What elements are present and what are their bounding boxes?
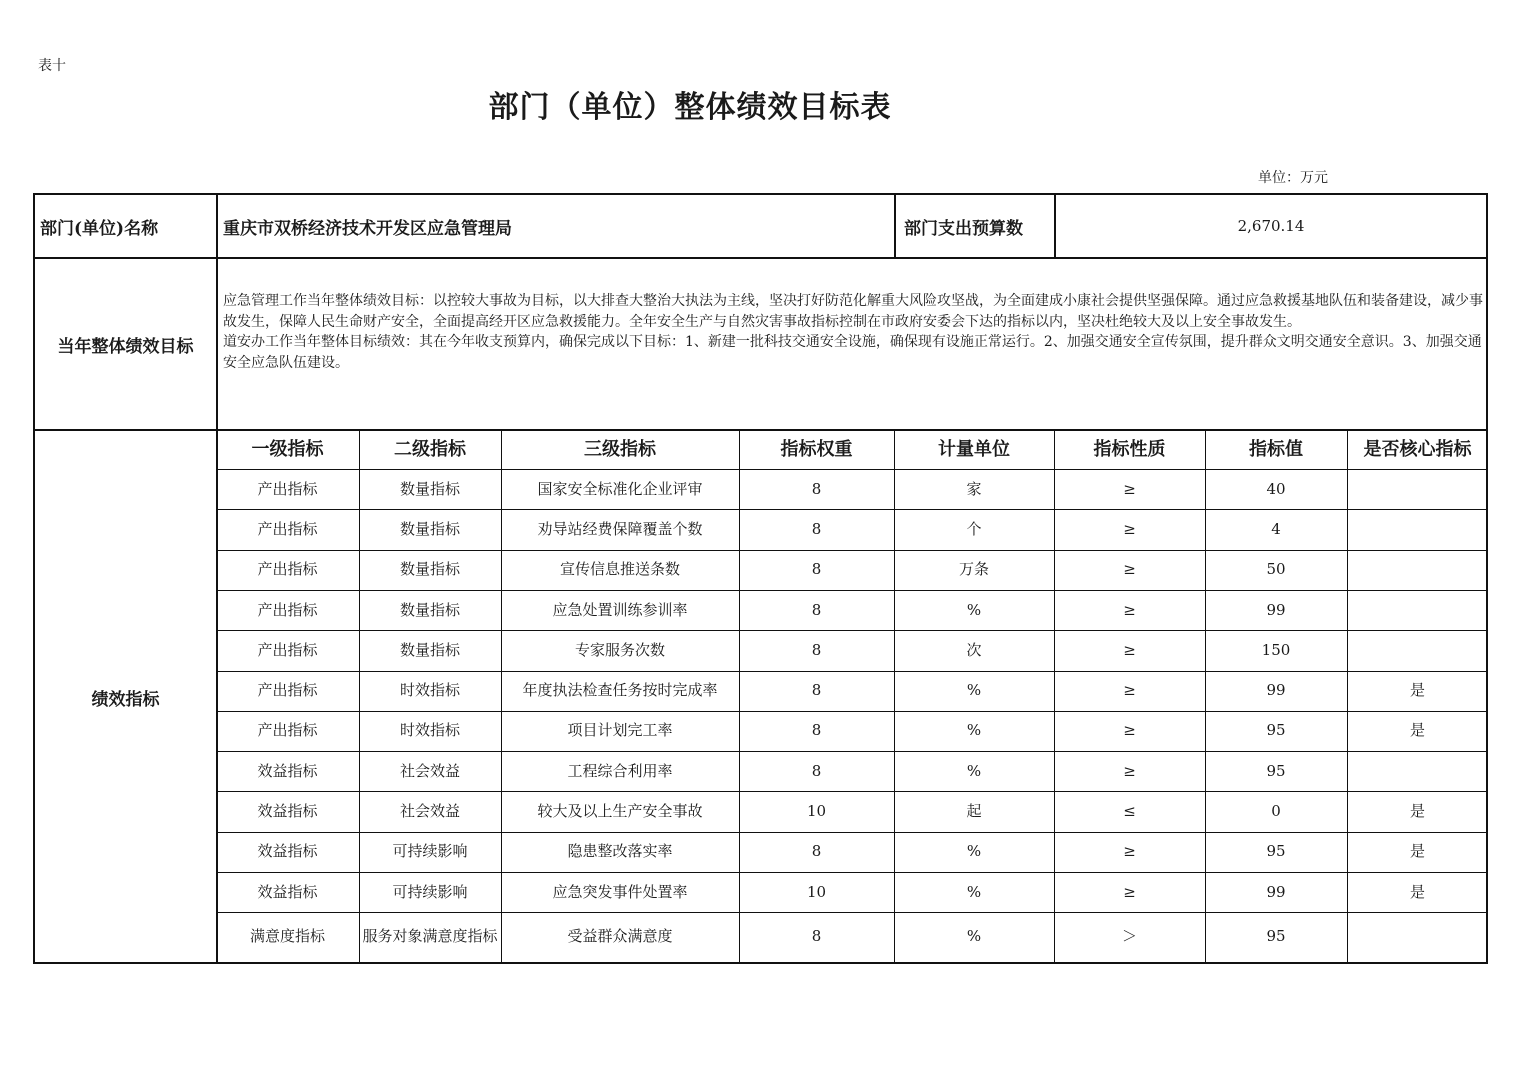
cell-level3: 工程综合利用率 xyxy=(567,761,673,780)
indicator-row xyxy=(216,509,1488,549)
cell-level2: 可持续影响 xyxy=(392,842,468,861)
cell-unit: % xyxy=(966,600,982,619)
cell-level2: 社会效益 xyxy=(399,802,460,821)
page-title: 部门（单位）整体绩效目标表 xyxy=(488,90,892,125)
indicator-row xyxy=(216,469,1488,509)
cell-level2: 时效指标 xyxy=(399,721,460,740)
cell-level1: 效益指标 xyxy=(257,802,318,821)
cell-core: 是 xyxy=(1409,802,1425,821)
cell-core xyxy=(1347,751,1488,791)
cell-nature: ≤ xyxy=(1123,802,1136,821)
cell-level3: 应急突发事件处置率 xyxy=(552,882,688,901)
cell-weight: 8 xyxy=(811,560,822,579)
cell-weight: 8 xyxy=(811,479,822,498)
cell-level3: 应急处置训练参训率 xyxy=(552,600,688,619)
cell-value: 4 xyxy=(1271,519,1281,538)
cell-unit: % xyxy=(966,927,982,946)
cell-weight: 8 xyxy=(811,761,822,780)
col-level1: 一级指标 xyxy=(251,438,324,460)
cell-value: 95 xyxy=(1266,721,1286,740)
cell-level1: 产出指标 xyxy=(257,681,318,700)
cell-weight: 10 xyxy=(806,882,827,901)
cell-level3: 年度执法检查任务按时完成率 xyxy=(522,681,718,700)
indicator-row xyxy=(216,832,1488,872)
cell-weight: 8 xyxy=(811,681,822,700)
budget-value: 2,670.14 xyxy=(1237,217,1305,235)
cell-weight: 8 xyxy=(811,640,822,659)
cell-core: 是 xyxy=(1409,842,1425,861)
cell-level2: 时效指标 xyxy=(399,681,460,700)
cell-nature: ≥ xyxy=(1123,640,1136,659)
dept-name-label: 部门(单位)名称 xyxy=(40,218,159,239)
goal-paragraph-emergency: 应急管理工作当年整体绩效目标：以控较大事故为目标，以大排查大整治大执法为主线，坚决打好防范化解重大风险攻坚战，为全面建成小康社会提供坚强保障。通过应急救援基地队伍和装备建设，减少事故发生，保障人民生命财产安全，全面提高经开区应急救援能力。全年安全生产与自然灾害事故指标控制在市政府安委会下达的指标以内，坚决杜绝较大及以上安全事故发生。 xyxy=(223,293,1483,330)
budget-label: 部门支出预算数 xyxy=(904,218,1023,239)
cell-level3: 项目计划完工率 xyxy=(567,721,673,740)
cell-level3: 较大及以上生产安全事故 xyxy=(537,802,703,821)
cell-level2: 社会效益 xyxy=(399,761,460,780)
cell-core: 是 xyxy=(1409,681,1425,700)
cell-level3: 劝导站经费保障覆盖个数 xyxy=(537,519,703,538)
indicator-row xyxy=(216,670,1488,710)
cell-value: 95 xyxy=(1266,761,1286,780)
cell-unit: % xyxy=(966,882,982,901)
cell-core xyxy=(1347,630,1488,670)
col-nature: 指标性质 xyxy=(1093,438,1166,460)
cell-level1: 产出指标 xyxy=(257,600,318,619)
indicator-row xyxy=(216,791,1488,831)
performance-target-table xyxy=(33,193,1488,964)
cell-core xyxy=(1347,509,1488,549)
cell-unit: 家 xyxy=(966,479,982,498)
cell-value: 99 xyxy=(1266,882,1286,901)
cell-core: 是 xyxy=(1409,721,1425,740)
cell-value: 150 xyxy=(1261,640,1291,659)
indicator-row xyxy=(216,872,1488,912)
cell-level3: 隐患整改落实率 xyxy=(567,842,673,861)
cell-level3: 国家安全标准化企业评审 xyxy=(537,479,703,498)
indicator-row xyxy=(216,912,1488,961)
col-weight: 指标权重 xyxy=(780,438,853,460)
col-value: 指标值 xyxy=(1249,438,1303,460)
cell-unit: % xyxy=(966,842,982,861)
cell-value: 40 xyxy=(1266,479,1286,498)
unit-note: 单位：万元 xyxy=(1258,170,1328,186)
cell-nature: ≥ xyxy=(1123,600,1136,619)
cell-weight: 8 xyxy=(811,600,822,619)
col-unit: 计量单位 xyxy=(938,438,1010,460)
cell-weight: 8 xyxy=(811,927,822,946)
cell-unit: 个 xyxy=(966,519,982,538)
cell-level1: 产出指标 xyxy=(257,640,318,659)
cell-nature: ≥ xyxy=(1123,842,1136,861)
dept-name-value: 重庆市双桥经济技术开发区应急管理局 xyxy=(223,218,512,239)
cell-level1: 产出指标 xyxy=(257,560,318,579)
cell-value: 99 xyxy=(1266,681,1286,700)
annual-goal-text xyxy=(223,291,1485,373)
indicator-row xyxy=(216,711,1488,751)
col-level3: 三级指标 xyxy=(584,438,656,460)
cell-core: 是 xyxy=(1409,882,1425,901)
cell-level2: 数量指标 xyxy=(399,600,460,619)
cell-nature: ≥ xyxy=(1123,882,1136,901)
cell-weight: 8 xyxy=(811,721,822,740)
cell-level2: 数量指标 xyxy=(399,640,460,659)
indicator-row xyxy=(216,590,1488,630)
cell-core xyxy=(1347,550,1488,590)
cell-nature: ＞ xyxy=(1121,927,1137,946)
cell-level2: 可持续影响 xyxy=(392,882,468,901)
col-core: 是否核心指标 xyxy=(1363,438,1472,460)
cell-core xyxy=(1347,469,1488,509)
cell-unit: % xyxy=(966,721,982,740)
cell-nature: ≥ xyxy=(1123,761,1136,780)
cell-value: 95 xyxy=(1266,842,1286,861)
cell-level2: 数量指标 xyxy=(399,519,460,538)
cell-value: 95 xyxy=(1266,927,1286,946)
cell-value: 99 xyxy=(1266,600,1286,619)
cell-nature: ≥ xyxy=(1123,560,1136,579)
cell-core xyxy=(1347,590,1488,630)
cell-unit: % xyxy=(966,681,982,700)
cell-level1: 效益指标 xyxy=(257,842,318,861)
cell-weight: 8 xyxy=(811,842,822,861)
cell-level2: 数量指标 xyxy=(399,560,460,579)
table-number: 表十 xyxy=(38,58,66,74)
indicators-label: 绩效指标 xyxy=(91,690,160,710)
indicator-row xyxy=(216,751,1488,791)
cell-value: 50 xyxy=(1266,560,1286,579)
cell-core xyxy=(1347,912,1488,961)
cell-weight: 10 xyxy=(806,802,827,821)
cell-nature: ≥ xyxy=(1123,519,1136,538)
cell-level1: 产出指标 xyxy=(257,479,318,498)
cell-nature: ≥ xyxy=(1123,721,1136,740)
cell-level1: 效益指标 xyxy=(257,882,318,901)
cell-weight: 8 xyxy=(811,519,822,538)
indicators-header-row xyxy=(216,429,1488,469)
cell-level3: 宣传信息推送条数 xyxy=(559,560,680,579)
cell-nature: ≥ xyxy=(1123,479,1136,498)
cell-level1: 产出指标 xyxy=(257,519,318,538)
cell-level1: 产出指标 xyxy=(257,721,318,740)
cell-unit: 次 xyxy=(966,640,982,659)
cell-level3: 受益群众满意度 xyxy=(567,927,673,946)
col-level2: 二级指标 xyxy=(394,438,466,460)
cell-level3: 专家服务次数 xyxy=(574,640,665,659)
cell-unit: 万条 xyxy=(958,560,989,579)
cell-unit: 起 xyxy=(966,802,982,821)
cell-value: 0 xyxy=(1271,802,1281,821)
cell-level2: 服务对象满意度指标 xyxy=(362,927,498,946)
cell-unit: % xyxy=(966,761,982,780)
annual-goal-label: 当年整体绩效目标 xyxy=(57,336,194,357)
indicator-row xyxy=(216,550,1488,590)
cell-level1: 满意度指标 xyxy=(249,927,325,946)
cell-nature: ≥ xyxy=(1123,681,1136,700)
indicator-row xyxy=(216,630,1488,670)
goal-paragraph-traffic: 道安办工作当年整体目标绩效：其在今年收支预算内，确保完成以下目标：1、新建一批科技交通安全设施，确保现有设施正常运行。2、加强交通安全宣传氛围，提升群众文明交通安全意识。3、加强交通安全应急队伍建设。 xyxy=(223,334,1482,371)
cell-level1: 效益指标 xyxy=(257,761,318,780)
cell-level2: 数量指标 xyxy=(399,479,460,498)
